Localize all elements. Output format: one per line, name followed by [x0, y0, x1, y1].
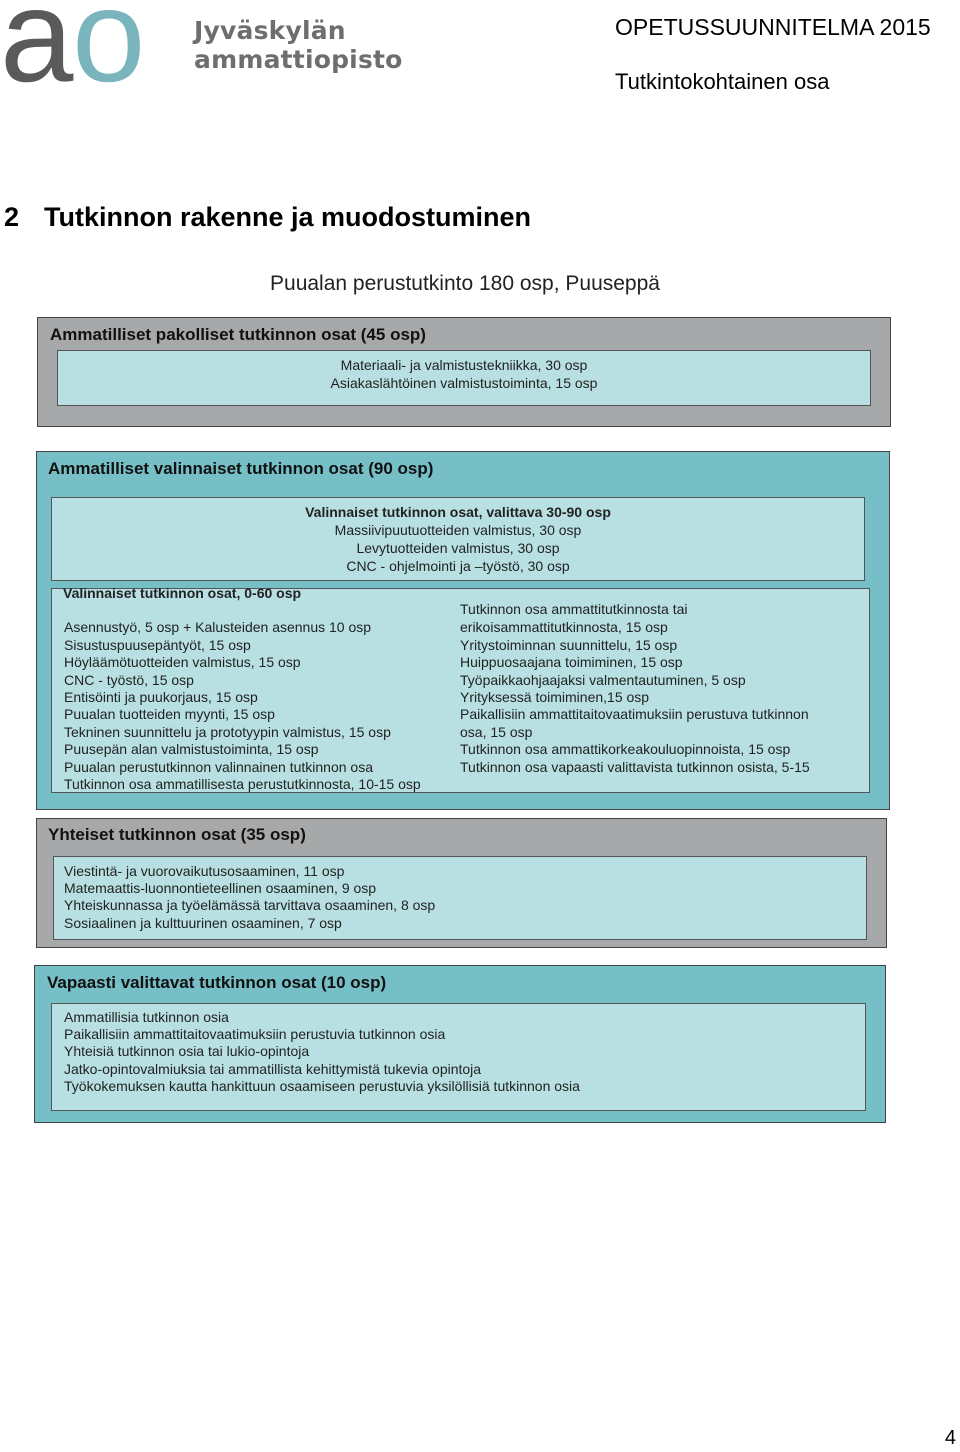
list-item: Yhteiskunnassa ja työelämässä tarvittava osaaminen, 8 osp: [64, 897, 436, 913]
list-item: Entisöinti ja puukorjaus, 15 osp: [64, 689, 258, 705]
list-item: osa, 15 osp: [460, 724, 533, 740]
list-item: Puualan perustutkinnon valinnainen tutkinnon osa: [64, 759, 374, 775]
list-item: Ammatillisia tutkinnon osia: [64, 1009, 229, 1025]
list-item: erikoisammattitutkinnosta, 15 osp: [460, 619, 668, 635]
list-item: Tekninen suunnittelu ja prototyypin valmistus, 15 osp: [64, 724, 391, 740]
document-subtitle: Tutkintokohtainen osa: [615, 69, 830, 94]
free-choice-units-box: [51, 1003, 866, 1111]
list-item: Yrityksessä toimiminen,15 osp: [460, 689, 650, 705]
optional-units-group: [36, 451, 890, 810]
list-item: Tutkinnon osa ammattikorkeakouluopinnoista, 15 osp: [460, 741, 791, 757]
common-units-title: Yhteiset tutkinnon osat (35 osp): [48, 825, 306, 844]
mandatory-units-box: [57, 350, 871, 406]
common-units-group: [36, 818, 887, 948]
diagram-title: Puualan perustutkinto 180 osp, Puuseppä: [270, 272, 660, 295]
list-item: Paikallisiin ammattitaitovaatimuksiin perustuvia tutkinnon osia: [64, 1026, 446, 1042]
logo-text-line2: ammattiopisto: [194, 45, 403, 74]
list-item: Materiaali- ja valmistustekniikka, 30 osp: [340, 357, 588, 373]
list-item: Huippuosaajana toimiminen, 15 osp: [460, 654, 683, 670]
optional-units-box-2: [51, 585, 870, 793]
section-title: Tutkinnon rakenne ja muodostuminen: [44, 202, 532, 232]
list-item: Massiivipuutuotteiden valmistus, 30 osp: [334, 522, 582, 538]
list-item: Paikallisiin ammattitaitovaatimuksiin perustuva tutkinnon: [460, 706, 809, 722]
list-item: Työkokemuksen kautta hankittuun osaamiseen perustuvia yksilöllisiä tutkinnon osia: [64, 1078, 580, 1094]
list-item: Tutkinnon osa ammatillisesta perustutkinnosta, 10-15 osp: [64, 776, 421, 792]
list-item: Viestintä- ja vuorovaikutusosaaminen, 11 osp: [64, 863, 345, 879]
section-heading: [4, 202, 531, 233]
list-item: Matemaattis-luonnontieteellinen osaaminen, 9 osp: [64, 880, 377, 896]
list-item: Asiakaslähtöinen valmistustoiminta, 15 osp: [330, 375, 598, 391]
optional-units-title: Ammatilliset valinnaiset tutkinnon osat (90 osp): [48, 459, 434, 478]
list-item: Sisustuspuusepäntyöt, 15 osp: [64, 637, 251, 653]
optional-box-1-heading: Valinnaiset tutkinnon osat, valittava 30-90 osp: [305, 504, 611, 520]
free-choice-units-title: Vapaasti valittavat tutkinnon osat (10 osp): [47, 973, 387, 992]
list-item: Tutkinnon osa ammattitutkinnosta tai: [460, 601, 688, 617]
list-item: Puualan tuotteiden myynti, 15 osp: [64, 706, 275, 722]
optional-box-2-heading: Valinnaiset tutkinnon osat, 0-60 osp: [63, 585, 302, 601]
list-item: Tutkinnon osa vapaasti valittavista tutkinnon osista, 5-15: [460, 759, 810, 775]
mandatory-units-title: Ammatilliset pakolliset tutkinnon osat (45 osp): [50, 325, 426, 344]
page-number: 4: [944, 1427, 956, 1449]
mandatory-units-group: [37, 317, 891, 427]
document-title: OPETUSSUUNNITELMA 2015: [615, 14, 931, 40]
list-item: CNC - ohjelmointi ja –työstö, 30 osp: [346, 558, 570, 574]
logo-letter-a: a: [0, 0, 74, 109]
list-item: Sosiaalinen ja kulttuurinen osaaminen, 7 osp: [64, 915, 342, 931]
list-item: Puusepän alan valmistustoiminta, 15 osp: [64, 741, 319, 757]
logo-letter-o: o: [72, 0, 146, 109]
list-item: CNC - työstö, 15 osp: [64, 672, 194, 688]
list-item: Yritystoiminnan suunnittelu, 15 osp: [460, 637, 678, 653]
section-number: 2: [4, 202, 20, 232]
list-item: Höyläämötuotteiden valmistus, 15 osp: [64, 654, 301, 670]
organization-logo: [0, 0, 403, 109]
list-item: Asennustyö, 5 osp + Kalusteiden asennus 10 osp: [64, 619, 372, 635]
list-item: Jatko-opintovalmiuksia tai ammatillista kehittymistä tukevia opintoja: [64, 1061, 482, 1077]
free-choice-units-group: [34, 965, 886, 1123]
list-item: Työpaikkaohjaajaksi valmentautuminen, 5 osp: [460, 672, 746, 688]
list-item: Yhteisiä tutkinnon osia tai lukio-opintoja: [64, 1043, 310, 1059]
logo-text-line1: Jyväskylän: [194, 16, 346, 45]
common-units-box: [53, 856, 867, 940]
list-item: Levytuotteiden valmistus, 30 osp: [356, 540, 560, 556]
optional-units-box-1: [51, 497, 865, 581]
